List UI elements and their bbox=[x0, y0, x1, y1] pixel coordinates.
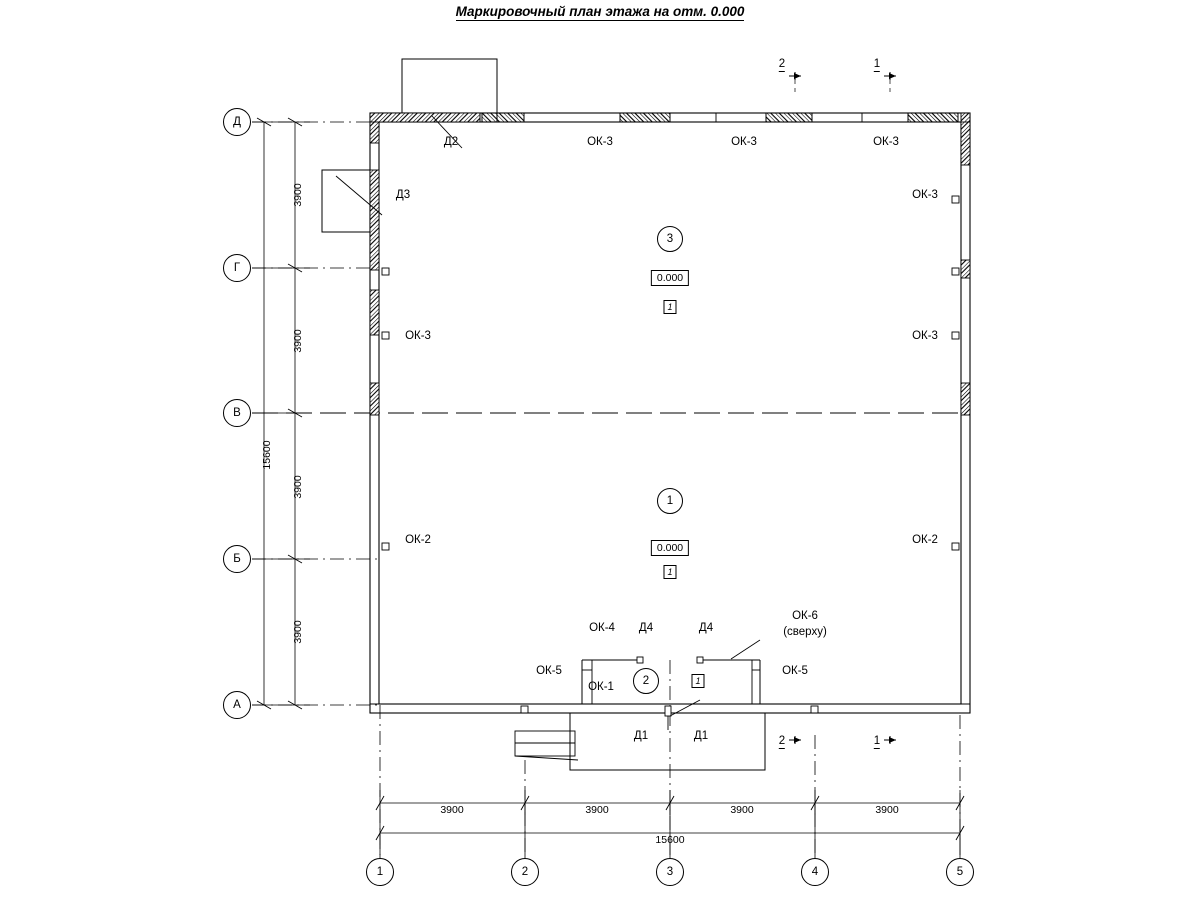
window-label-ok3-right-2: ОК-3 bbox=[912, 330, 938, 342]
axis-circle-a[interactable] bbox=[223, 691, 251, 719]
axis-label-5: 5 bbox=[956, 866, 964, 878]
section-mark-bottom-left[interactable]: 2 bbox=[778, 735, 786, 747]
dim-vertical-4: 3900 bbox=[292, 620, 304, 644]
door-label-d4-right: Д4 bbox=[698, 622, 714, 634]
door-label-d1-left: Д1 bbox=[633, 730, 649, 742]
room-number-2-label: 2 bbox=[642, 675, 650, 687]
window-label-ok3-right-1: ОК-3 bbox=[912, 189, 938, 201]
axis-label-d: Д bbox=[233, 116, 241, 128]
axis-label-v: В bbox=[233, 407, 241, 419]
window-label-ok2-right-1: ОК-2 bbox=[912, 534, 938, 546]
axis-circle-d[interactable] bbox=[223, 108, 251, 136]
room-elevation-3: 0.000 bbox=[651, 270, 689, 286]
door-label-d4-left: Д4 bbox=[638, 622, 654, 634]
room-mark-3: 1 bbox=[663, 300, 676, 314]
section-mark-top-left[interactable]: 2 bbox=[778, 58, 786, 70]
axis-label-b: Б bbox=[233, 553, 241, 565]
dim-horizontal-4: 3900 bbox=[875, 804, 899, 816]
dim-vertical-total: 15600 bbox=[261, 440, 273, 470]
dim-vertical-3: 3900 bbox=[292, 475, 304, 499]
door-label-d2: Д2 bbox=[443, 136, 459, 148]
window-label-ok2-left-1: ОК-2 bbox=[405, 534, 431, 546]
window-label-ok3-top-1: ОК-3 bbox=[587, 136, 613, 148]
axis-label-4: 4 bbox=[811, 866, 819, 878]
room-number-3[interactable] bbox=[657, 226, 683, 252]
room-elevation-1: 0.000 bbox=[651, 540, 689, 556]
dim-horizontal-2: 3900 bbox=[585, 804, 609, 816]
axis-label-g: Г bbox=[233, 262, 241, 274]
room-mark-1: 1 bbox=[663, 565, 676, 579]
axis-circle-1[interactable] bbox=[366, 858, 394, 886]
axis-circle-2[interactable] bbox=[511, 858, 539, 886]
dim-horizontal-total: 15600 bbox=[655, 834, 685, 846]
door-label-d3: Д3 bbox=[395, 189, 411, 201]
axis-label-3: 3 bbox=[666, 866, 674, 878]
window-label-ok3-top-3: ОК-3 bbox=[873, 136, 899, 148]
room-number-3-label: 3 bbox=[666, 233, 674, 245]
room-number-1[interactable] bbox=[657, 488, 683, 514]
section-mark-bottom-right[interactable]: 1 bbox=[873, 735, 881, 747]
window-label-ok4-1: ОК-4 bbox=[589, 622, 615, 634]
door-label-d1-right: Д1 bbox=[693, 730, 709, 742]
axis-label-a: А bbox=[233, 699, 241, 711]
axis-label-2: 2 bbox=[521, 866, 529, 878]
drawing-title-text: Маркировочный план этажа на отм. 0.000 bbox=[455, 4, 745, 19]
window-label-ok6-1: ОК-6 bbox=[792, 610, 818, 622]
room-mark-2: 1 bbox=[691, 674, 704, 688]
axis-circle-v[interactable] bbox=[223, 399, 251, 427]
window-label-ok3-top-2: ОК-3 bbox=[731, 136, 757, 148]
axis-label-1: 1 bbox=[376, 866, 384, 878]
axis-circle-3[interactable] bbox=[656, 858, 684, 886]
axis-circle-5[interactable] bbox=[946, 858, 974, 886]
room-number-1-label: 1 bbox=[666, 495, 674, 507]
section-mark-top-right[interactable]: 1 bbox=[873, 58, 881, 70]
dim-horizontal-3: 3900 bbox=[730, 804, 754, 816]
dim-vertical-1: 3900 bbox=[292, 183, 304, 207]
window-label-ok5-left: ОК-5 bbox=[536, 665, 562, 677]
dim-vertical-2: 3900 bbox=[292, 329, 304, 353]
axis-circle-4[interactable] bbox=[801, 858, 829, 886]
window-label-ok3-left-1: ОК-3 bbox=[405, 330, 431, 342]
window-label-ok5-right: ОК-5 bbox=[782, 665, 808, 677]
window-label-ok1-1: ОК-1 bbox=[588, 681, 614, 693]
axis-circle-b[interactable] bbox=[223, 545, 251, 573]
axis-circle-g[interactable] bbox=[223, 254, 251, 282]
dim-horizontal-1: 3900 bbox=[440, 804, 464, 816]
room-number-2[interactable] bbox=[633, 668, 659, 694]
window-label-ok6-note: (сверху) bbox=[783, 626, 827, 638]
